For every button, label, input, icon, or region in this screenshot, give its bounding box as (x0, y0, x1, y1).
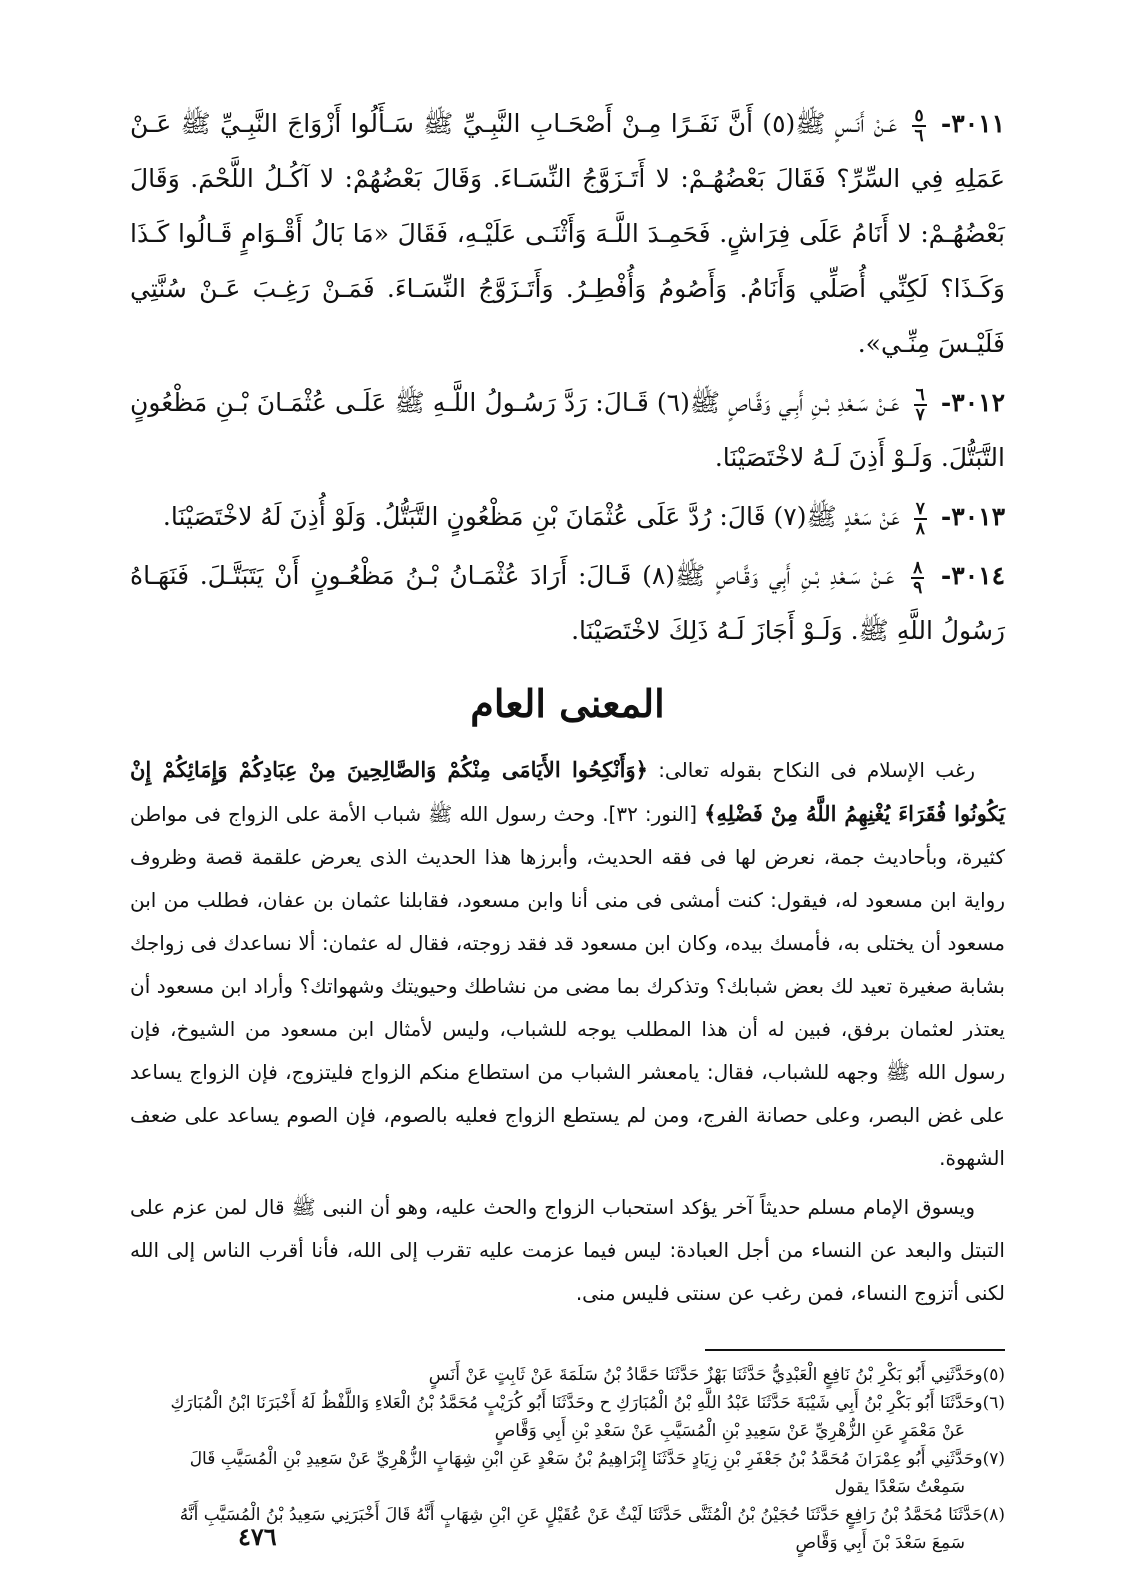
footnote-6-continued: عَنْ مَعْمَرٍ عَنِ الزُّهْرِيِّ عَنْ سَعِيدِ بْنِ الْمُسَيَّبِ عَنْ سَعْدِ بْنِ أَبِي وَقَّاصٍ (494, 1421, 965, 1441)
general-meaning-paragraph-2: ويسوق الإمام مسلم حديثاً آخر يؤكد استحباب الزواج والحث عليه، وهو أن النبى ﷺ قال لمن عزم على التبتل والبعد عن النساء من أجل العبادة: ليس فيما عزمت عليه تقرب إلى الله، فأنا أقرب الناس إلى الله لكنى أتزوج النساء، فمن رغب عن سنتى فليس منى. (130, 1195, 1005, 1305)
hadith-3012 (130, 375, 1005, 485)
footnote-5: (٥)وحَدَّثَنِي أَبُو بَكْرِ بْنُ نَافِعٍ الْعَبْدِيُّ حَدَّثَنَا بَهْزٌ حَدَّثَنَا حَمَّادُ بْنُ سَلَمَةَ عَنْ ثَابِتٍ عَنْ أَنَسٍ (428, 1365, 1005, 1385)
footnote-divider (705, 1349, 1005, 1351)
hadith-3013 (130, 489, 1005, 544)
footnote-7-continued: سَمِعْتُ سَعْدًا يقول (834, 1477, 965, 1497)
hadith-text: عَـنْ سَـعْدِ بْـنِ أَبِـي وَقَّـاصٍ ﷺ(٦) قَـالَ: رَدَّ رَسُـولُ اللَّـهِ ﷺ عَلَـى عُثْمَـانَ بْـنِ مَظْعُونٍ التَّبَتُّلَ. وَلَـوْ أَذِنَ لَـهُ لاخْتَصَيْنَا. (130, 388, 1005, 472)
hadith-3011 (130, 96, 1005, 371)
general-meaning-paragraph-1 (130, 748, 1005, 1180)
footnote-6: (٦)وحَدَّثَنَا أَبُو بَكْرِ بْنُ أَبِي شَيْبَةَ حَدَّثَنَا عَبْدُ اللَّهِ بْنُ الْمُبَارَكِ ح وحَدَّثَنَا أَبُو كُرَيْبٍ مُحَمَّدُ بْنُ الْعَلاءِ وَاللَّفْظُ لَهُ أَخْبَرَنَا ابْنُ الْمُبَارَكِ (170, 1393, 1005, 1413)
hadith-number: ٣٠١٢- (940, 388, 1005, 417)
hadith-fraction: $\frac{٨}{٩}$ (913, 557, 923, 598)
page-number: ٤٧٦ (238, 1522, 277, 1551)
hadith-text: عَـنْ أَنَـسٍ ﷺ(٥) أَنَّ نَفَـرًا مِـنْ أَصْحَـابِ النَّبِـيِّ ﷺ سَـأَلُوا أَزْوَاجَ النَّبِـيِّ ﷺ عَـنْ عَمَلِهِ فِي السِّرِّ؟ فَقَالَ بَعْضُهُـمْ: لا أَتَـزَوَّجُ النِّسَـاءَ. وَقَالَ بَعْضُهُمْ: لا آكُـلُ اللَّحْمَ. وَقَالَ بَعْضُهُـمْ: لا أَنَامُ عَلَى فِرَاشٍ. فَحَمِـدَ اللَّـهَ وَأَثْنَـى عَلَيْـهِ، فَقَالَ «مَا بَالُ أَقْـوَامٍ قَـالُوا كَـذَا وَكَـذَا؟ لَكِنِّي أُصَلِّي وَأَنَامُ. وَأَصُومُ وَأُفْطِـرُ. وَأَتَـزَوَّجُ النِّسَـاءَ. فَمَـنْ رَغِـبَ عَـنْ سُنَّتِي فَلَيْـسَ مِنِّـي». (130, 109, 1005, 358)
footnote-8: (٨)حَدَّثَنَا مُحَمَّدُ بْنُ رَافِعٍ حَدَّثَنَا حُجَيْنُ بْنُ الْمُثَنَّى حَدَّثَنَا لَيْثٌ عَنْ عُقَيْلٍ عَنِ ابْنِ شِهَابٍ أَنَّهُ قَالَ أَخْبَرَنِي سَعِيدُ بْنُ الْمُسَيَّبِ أَنَّهُ (179, 1505, 1005, 1525)
quran-verse: ﴿وَأَنْكِحُوا الأَيَامَى مِنْكُمْ وَالصَّالِحِينَ مِنْ عِبَادِكُمْ وَإِمَائِكُمْ إِنْ يَكُونُوا فُقَرَاءَ يُغْنِهِمُ اللَّهُ مِنْ فَضْلِهِ﴾ (130, 757, 1006, 826)
hadith-number: ٣٠١٣- (940, 502, 1005, 531)
paragraph-intro: رغب الإسلام فى النكاح بقوله تعالى: (647, 758, 975, 782)
hadith-fraction: $\frac{٧}{٨}$ (915, 498, 925, 539)
hadith-3014 (130, 548, 1005, 658)
footnote-7: (٧)وحَدَّثَنِي أَبُو عِمْرَانَ مُحَمَّدُ بْنُ جَعْفَرِ بْنِ زِيَادٍ حَدَّثَنَا إِبْرَاهِيمُ بْنُ سَعْدٍ عَنِ ابْنِ شِهَابٍ الزُّهْرِيِّ عَنْ سَعِيدِ بْنِ الْمُسَيَّبِ قَالَ (189, 1449, 1005, 1469)
hadith-text: عَـنْ سَـعْدِ بْـنِ أَبِي وَقَّـاصٍ ﷺ(٨) قَـالَ: أَرَادَ عُثْمَـانُ بْـنُ مَظْعُـونٍ أَنْ يَتَبَتَّـلَ. فَنَهَـاهُ رَسُولُ اللَّهِ ﷺ. وَلَـوْ أَجَازَ لَـهُ ذَلِكَ لاخْتَصَيْنَا. (130, 561, 1005, 645)
section-title: المعنى العام (470, 681, 665, 726)
hadith-fraction: $\frac{٥}{٦}$ (914, 105, 924, 146)
hadith-number: ٣٠١٤- (940, 561, 1005, 590)
hadith-fraction: $\frac{٦}{٧}$ (915, 384, 925, 425)
hadith-text: عَنْ سَعْدٍ ﷺ(٧) قَالَ: رُدَّ عَلَى عُثْمَانَ بْنِ مَظْعُونٍ التَّبَتُّلُ. وَلَوْ أُذِنَ لَهُ لاخْتَصَيْنَا. (162, 502, 900, 531)
paragraph-body: [النور: ٣٢]. وحث رسول الله ﷺ شباب الأمة على الزواج فى مواطن كثيرة، وبأحاديث جمة، نعرض لها فى فقه الحديث، وأبرزها هذا الحديث الذى يعرض علقمة قصة وظروف رواية ابن مسعود له، فيقول: كنت أمشى فى منى أنا وابن مسعود، فقابلنا عثمان بن عفان، فطلب من ابن مسعود أن يختلى به، فأمسك بيده، وكان ابن مسعود قد فقد زوجته، فقال له عثمان: ألا نساعدك فى زواجك بشابة صغيرة تعيد لك بعض شبابك؟ وتذكرك بما مضى من نشاطك وحيويتك وشهواتك؟ وأراد ابن مسعود أن يعتذر لعثمان برفق، فبين له أن هذا المطلب يوجه للشباب، وليس لأمثال ابن مسعود من الشيوخ، فإن رسول الله ﷺ وجهه للشباب، فقال: يامعشر الشباب من استطاع منكم الزواج فليتزوج، فإن الزواج يساعد على غض البصر، وعلى حصانة الفرج، ومن لم يستطع الزواج فعليه بالصوم، فإن الصوم يساعد على ضعف الشهوة. (130, 802, 1005, 1170)
footnote-8-continued: سَمِعَ سَعْدَ بْنَ أَبِي وَقَّاصٍ (795, 1533, 965, 1553)
hadith-number: ٣٠١١- (940, 109, 1006, 138)
